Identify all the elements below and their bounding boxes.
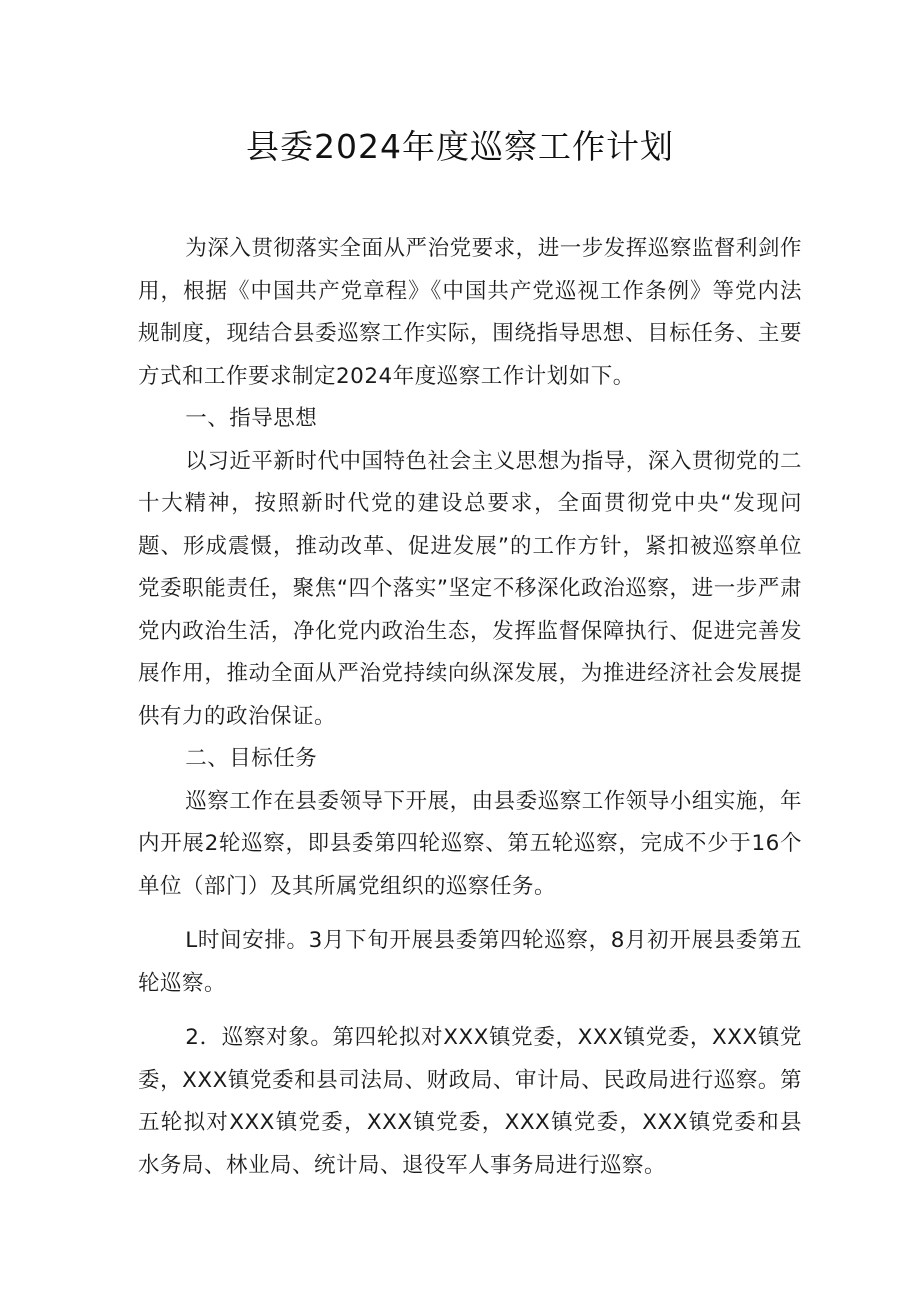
document-title: 县委2024年度巡察工作计划 xyxy=(246,127,674,166)
inspection-targets-paragraph: 2．巡察对象。第四轮拟对XXX镇党委，XXX镇党委，XXX镇党委，XXX镇党委和县司法局、财政局、审计局、民政局进行巡察。第五轮拟对XXX镇党委，XXX镇党委，XXX镇党委，XXX镇党委和县水务局、林业局、统计局、退役军人事务局进行巡察。 xyxy=(138,1025,802,1178)
goals-paragraph: 巡察工作在县委领导下开展，由县委巡察工作领导小组实施，年内开展2轮巡察，即县委第四轮巡察、第五轮巡察，完成不少于16个单位（部门）及其所属党组织的巡察任务。 xyxy=(138,788,802,899)
guiding-ideology-paragraph: 以习近平新时代中国特色社会主义思想为指导，深入贯彻党的二十大精神，按照新时代党的建设总要求，全面贯彻党中央“发现问题、形成震慑，推动改革、促进发展”的工作方针，紧扣被巡察单位党委职能责任，聚焦“四个落实”坚定不移深化政治巡察，进一步严肃党内政治生活，净化党内政治生态，发挥监督保障执行、促进完善发展作用，推动全面从严治党持续向纵深发展，为推进经济社会发展提供有力的政治保证。 xyxy=(138,448,802,729)
intro-paragraph: 为深入贯彻落实全面从严治党要求，进一步发挥巡察监督利剑作用，根据《中国共产党章程》《中国共产党巡视工作条例》等党内法规制度，现结合县委巡察工作实际，围绕指导思想、目标任务、主要方式和工作要求制定2024年度巡察工作计划如下。 xyxy=(138,236,802,389)
section-heading-goals: 二、目标任务 xyxy=(185,746,318,771)
document-body xyxy=(138,228,802,1187)
section-heading-guiding-ideology: 一、指导思想 xyxy=(185,406,318,431)
schedule-paragraph: L时间安排。3月下旬开展县委第四轮巡察，8月初开展县委第五轮巡察。 xyxy=(138,928,802,996)
